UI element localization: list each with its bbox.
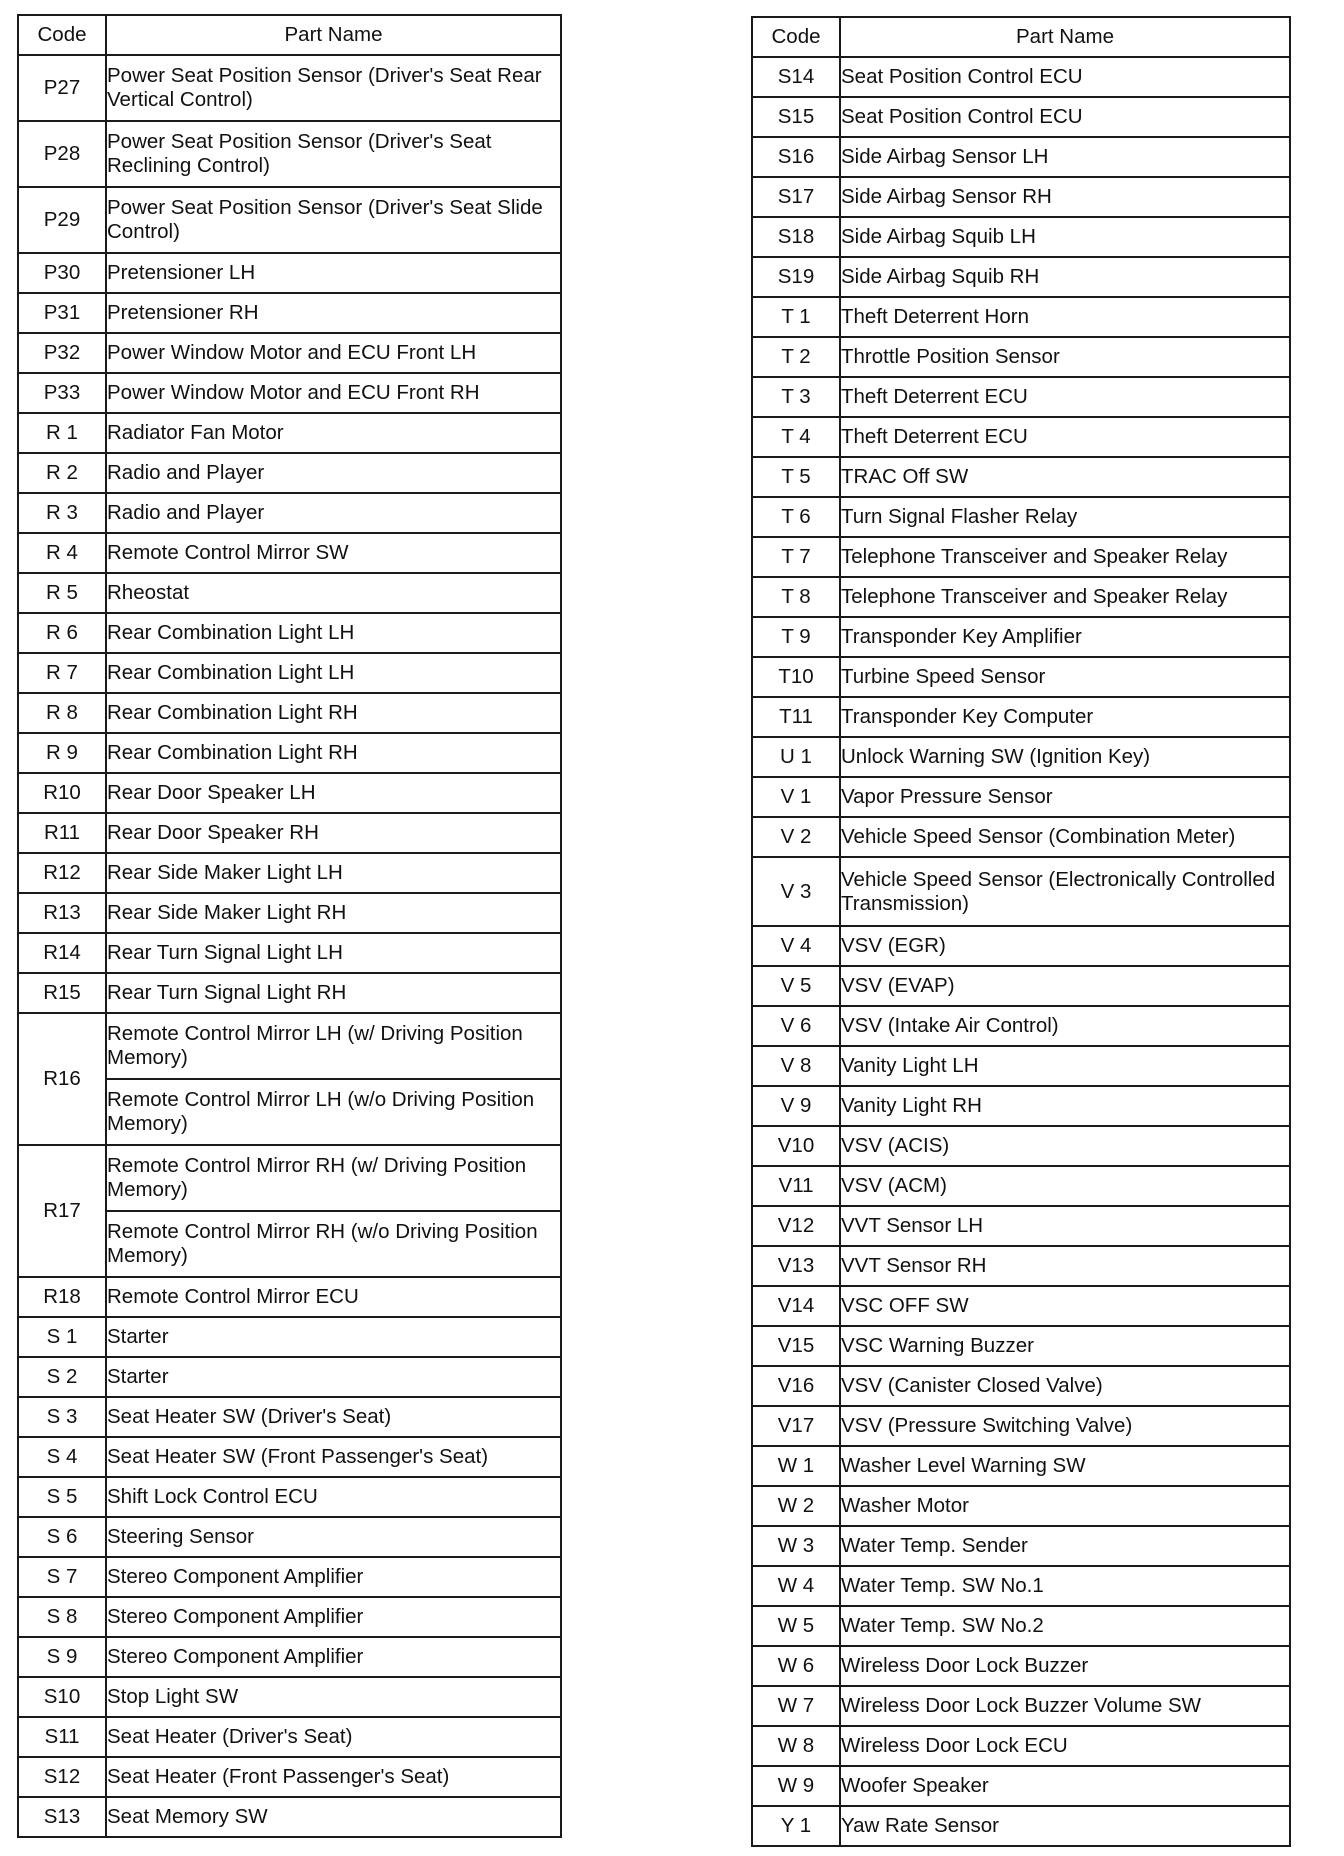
part-name-cell: Seat Position Control ECU [840, 97, 1290, 137]
part-name-cell: Side Airbag Squib RH [840, 257, 1290, 297]
part-name-cell: Washer Motor [840, 1486, 1290, 1526]
part-name-cell: Power Window Motor and ECU Front RH [106, 373, 561, 413]
code-cell: T 6 [752, 497, 840, 537]
code-cell: R 6 [18, 613, 106, 653]
table-row [752, 217, 1290, 257]
table-row [18, 1557, 561, 1597]
part-name-cell: Water Temp. SW No.1 [840, 1566, 1290, 1606]
part-name-cell: VSV (ACIS) [840, 1126, 1290, 1166]
table-row [18, 1757, 561, 1797]
part-name-cell: Water Temp. SW No.2 [840, 1606, 1290, 1646]
code-header: Code [18, 15, 106, 55]
code-cell: S10 [18, 1677, 106, 1717]
part-name-cell: Seat Memory SW [106, 1797, 561, 1837]
part-name-cell: VSC Warning Buzzer [840, 1326, 1290, 1366]
table-row [752, 1526, 1290, 1566]
code-cell: V15 [752, 1326, 840, 1366]
table-row [18, 933, 561, 973]
table-row [18, 1597, 561, 1637]
table-row [18, 253, 561, 293]
table-row [752, 697, 1290, 737]
part-name-cell: VSV (Intake Air Control) [840, 1006, 1290, 1046]
code-cell: T11 [752, 697, 840, 737]
table-row [752, 1286, 1290, 1326]
part-name-cell: VSC OFF SW [840, 1286, 1290, 1326]
table-row [18, 333, 561, 373]
table-row [752, 1766, 1290, 1806]
code-cell: W 3 [752, 1526, 840, 1566]
code-cell: S 4 [18, 1437, 106, 1477]
code-cell: S 3 [18, 1397, 106, 1437]
table-row [18, 973, 561, 1013]
part-name-cell: Stereo Component Amplifier [106, 1597, 561, 1637]
code-cell: W 9 [752, 1766, 840, 1806]
table-row [752, 377, 1290, 417]
code-cell: P28 [18, 121, 106, 187]
table-row [18, 733, 561, 773]
code-cell: P27 [18, 55, 106, 121]
table-row [752, 1206, 1290, 1246]
part-name-cell: Vapor Pressure Sensor [840, 777, 1290, 817]
code-cell: S13 [18, 1797, 106, 1837]
table-row [752, 1126, 1290, 1166]
table-row [18, 773, 561, 813]
code-cell: S 8 [18, 1597, 106, 1637]
part-name-cell: Rear Combination Light RH [106, 733, 561, 773]
part-name-header: Part Name [840, 17, 1290, 57]
code-cell: T 2 [752, 337, 840, 377]
code-cell: R15 [18, 973, 106, 1013]
part-name-cell: Seat Heater SW (Front Passenger's Seat) [106, 1437, 561, 1477]
code-cell: V12 [752, 1206, 840, 1246]
code-cell: V14 [752, 1286, 840, 1326]
table-row [18, 853, 561, 893]
code-cell: R 1 [18, 413, 106, 453]
code-cell: R10 [18, 773, 106, 813]
table-row [18, 613, 561, 653]
code-cell: W 6 [752, 1646, 840, 1686]
code-cell: V 3 [752, 857, 840, 926]
code-cell: T 1 [752, 297, 840, 337]
code-cell: R11 [18, 813, 106, 853]
table-row [752, 857, 1290, 926]
part-name-cell: TRAC Off SW [840, 457, 1290, 497]
table-row [752, 257, 1290, 297]
table-row [752, 1606, 1290, 1646]
part-name-cell: Rear Combination Light RH [106, 693, 561, 733]
code-cell: S 1 [18, 1317, 106, 1357]
code-cell: P33 [18, 373, 106, 413]
part-name-cell: Remote Control Mirror RH (w/o Driving Position Memory) [106, 1211, 561, 1277]
part-name-cell: Side Airbag Sensor RH [840, 177, 1290, 217]
code-cell: W 2 [752, 1486, 840, 1526]
part-name-cell: VSV (ACM) [840, 1166, 1290, 1206]
code-cell: R 5 [18, 573, 106, 613]
code-cell: S18 [752, 217, 840, 257]
table-row [18, 1477, 561, 1517]
table-row [752, 57, 1290, 97]
code-cell: T 8 [752, 577, 840, 617]
table-row [18, 1317, 561, 1357]
table-row [18, 121, 561, 187]
code-cell: R16 [18, 1013, 106, 1145]
table-row [18, 533, 561, 573]
part-name-cell: Seat Heater (Driver's Seat) [106, 1717, 561, 1757]
table-row [18, 1797, 561, 1837]
part-name-cell: Woofer Speaker [840, 1766, 1290, 1806]
left-parts-table [17, 14, 562, 1838]
code-cell: S17 [752, 177, 840, 217]
part-name-cell: VSV (EGR) [840, 926, 1290, 966]
code-cell: R 4 [18, 533, 106, 573]
part-name-cell: Vehicle Speed Sensor (Electronically Controlled Transmission) [840, 857, 1290, 926]
part-name-cell: Rear Side Maker Light RH [106, 893, 561, 933]
table-row [752, 926, 1290, 966]
part-name-cell: Starter [106, 1317, 561, 1357]
table-row [752, 1406, 1290, 1446]
part-name-cell: Shift Lock Control ECU [106, 1477, 561, 1517]
table-row [752, 737, 1290, 777]
code-cell: R 3 [18, 493, 106, 533]
table-row [18, 413, 561, 453]
code-cell: R 2 [18, 453, 106, 493]
table-row [18, 187, 561, 253]
part-name-cell: Water Temp. Sender [840, 1526, 1290, 1566]
part-name-cell: Telephone Transceiver and Speaker Relay [840, 537, 1290, 577]
code-cell: V 4 [752, 926, 840, 966]
part-name-cell: Stop Light SW [106, 1677, 561, 1717]
table-row [752, 1166, 1290, 1206]
table-row [752, 966, 1290, 1006]
part-name-cell: Power Window Motor and ECU Front LH [106, 333, 561, 373]
part-name-cell: Stereo Component Amplifier [106, 1637, 561, 1677]
table-row [752, 177, 1290, 217]
table-row [752, 457, 1290, 497]
table-row [752, 1486, 1290, 1526]
part-name-cell: Rear Door Speaker RH [106, 813, 561, 853]
part-name-cell: Radiator Fan Motor [106, 413, 561, 453]
code-cell: R14 [18, 933, 106, 973]
table-row [18, 693, 561, 733]
code-header: Code [752, 17, 840, 57]
part-name-cell: Remote Control Mirror LH (w/ Driving Position Memory) [106, 1013, 561, 1079]
part-name-cell: Vehicle Speed Sensor (Combination Meter) [840, 817, 1290, 857]
part-name-cell: Turbine Speed Sensor [840, 657, 1290, 697]
table-row [18, 1717, 561, 1757]
table-row [18, 55, 561, 121]
code-cell: S19 [752, 257, 840, 297]
code-cell: T10 [752, 657, 840, 697]
code-cell: U 1 [752, 737, 840, 777]
part-name-cell: Wireless Door Lock Buzzer [840, 1646, 1290, 1686]
code-cell: S 7 [18, 1557, 106, 1597]
part-name-cell: Seat Heater SW (Driver's Seat) [106, 1397, 561, 1437]
table-row [752, 337, 1290, 377]
part-name-cell: Remote Control Mirror RH (w/ Driving Position Memory) [106, 1145, 561, 1211]
part-name-cell: Starter [106, 1357, 561, 1397]
part-name-cell: Radio and Player [106, 453, 561, 493]
part-name-cell: Turn Signal Flasher Relay [840, 497, 1290, 537]
table-row [18, 1357, 561, 1397]
code-cell: S15 [752, 97, 840, 137]
code-cell: R18 [18, 1277, 106, 1317]
table-row [18, 373, 561, 413]
code-cell: T 4 [752, 417, 840, 457]
part-name-cell: Stereo Component Amplifier [106, 1557, 561, 1597]
part-name-cell: Wireless Door Lock Buzzer Volume SW [840, 1686, 1290, 1726]
part-name-cell: Rear Door Speaker LH [106, 773, 561, 813]
table-row [752, 537, 1290, 577]
code-cell: S11 [18, 1717, 106, 1757]
part-name-cell: VSV (Pressure Switching Valve) [840, 1406, 1290, 1446]
code-cell: S 6 [18, 1517, 106, 1557]
table-row [752, 1646, 1290, 1686]
code-cell: S12 [18, 1757, 106, 1797]
part-name-cell: Rear Side Maker Light LH [106, 853, 561, 893]
table-row [752, 777, 1290, 817]
header-row [18, 15, 561, 55]
table-row [18, 1397, 561, 1437]
code-cell: R 8 [18, 693, 106, 733]
part-name-cell: Rheostat [106, 573, 561, 613]
table-row [18, 493, 561, 533]
code-cell: S 2 [18, 1357, 106, 1397]
code-cell: S 5 [18, 1477, 106, 1517]
table-row [18, 1013, 561, 1079]
part-name-cell: Remote Control Mirror SW [106, 533, 561, 573]
table-row [752, 497, 1290, 537]
part-name-cell: VSV (Canister Closed Valve) [840, 1366, 1290, 1406]
table-row [18, 1677, 561, 1717]
part-name-cell: Power Seat Position Sensor (Driver's Seat Slide Control) [106, 187, 561, 253]
part-name-header: Part Name [106, 15, 561, 55]
part-name-cell: Steering Sensor [106, 1517, 561, 1557]
code-cell: V17 [752, 1406, 840, 1446]
table-row [18, 653, 561, 693]
code-cell: V13 [752, 1246, 840, 1286]
table-row [752, 297, 1290, 337]
table-row [18, 813, 561, 853]
code-cell: V 1 [752, 777, 840, 817]
code-cell: P32 [18, 333, 106, 373]
table-row [18, 1145, 561, 1211]
table-row [752, 417, 1290, 457]
part-name-cell: Radio and Player [106, 493, 561, 533]
code-cell: V16 [752, 1366, 840, 1406]
table-row [752, 817, 1290, 857]
table-row [752, 1366, 1290, 1406]
part-name-cell: Vanity Light LH [840, 1046, 1290, 1086]
code-cell: W 5 [752, 1606, 840, 1646]
code-cell: V 9 [752, 1086, 840, 1126]
part-name-cell: Unlock Warning SW (Ignition Key) [840, 737, 1290, 777]
part-name-cell: Pretensioner RH [106, 293, 561, 333]
code-cell: S14 [752, 57, 840, 97]
table-row [18, 893, 561, 933]
part-name-cell: Transponder Key Computer [840, 697, 1290, 737]
code-cell: R13 [18, 893, 106, 933]
code-cell: V 5 [752, 966, 840, 1006]
part-name-cell: Telephone Transceiver and Speaker Relay [840, 577, 1290, 617]
part-name-cell: Theft Deterrent Horn [840, 297, 1290, 337]
code-cell: T 7 [752, 537, 840, 577]
table-row [752, 1006, 1290, 1046]
table-row [18, 293, 561, 333]
code-cell: R 9 [18, 733, 106, 773]
part-name-cell: Vanity Light RH [840, 1086, 1290, 1126]
table-row [18, 1517, 561, 1557]
table-row [752, 1686, 1290, 1726]
table-row [752, 657, 1290, 697]
right-parts-table [751, 16, 1291, 1847]
code-cell: S 9 [18, 1637, 106, 1677]
code-cell: W 1 [752, 1446, 840, 1486]
table-row [18, 573, 561, 613]
table-row [18, 453, 561, 493]
table-row [752, 1566, 1290, 1606]
part-name-cell: Throttle Position Sensor [840, 337, 1290, 377]
part-name-cell: Rear Combination Light LH [106, 613, 561, 653]
part-name-cell: Side Airbag Sensor LH [840, 137, 1290, 177]
code-cell: V10 [752, 1126, 840, 1166]
part-name-cell: VVT Sensor RH [840, 1246, 1290, 1286]
part-name-cell: Power Seat Position Sensor (Driver's Seat Reclining Control) [106, 121, 561, 187]
code-cell: T 9 [752, 617, 840, 657]
table-row [752, 617, 1290, 657]
part-name-cell: Remote Control Mirror ECU [106, 1277, 561, 1317]
part-name-cell: Theft Deterrent ECU [840, 377, 1290, 417]
code-cell: W 7 [752, 1686, 840, 1726]
part-name-cell: VVT Sensor LH [840, 1206, 1290, 1246]
code-cell: S16 [752, 137, 840, 177]
part-name-cell: VSV (EVAP) [840, 966, 1290, 1006]
part-name-cell: Seat Position Control ECU [840, 57, 1290, 97]
code-cell: W 4 [752, 1566, 840, 1606]
code-cell: V 8 [752, 1046, 840, 1086]
table-row [752, 1246, 1290, 1286]
part-name-cell: Washer Level Warning SW [840, 1446, 1290, 1486]
table-row [18, 1277, 561, 1317]
code-cell: R12 [18, 853, 106, 893]
code-cell: V11 [752, 1166, 840, 1206]
code-cell: T 5 [752, 457, 840, 497]
part-name-cell: Wireless Door Lock ECU [840, 1726, 1290, 1766]
table-row [752, 1086, 1290, 1126]
part-name-cell: Remote Control Mirror LH (w/o Driving Position Memory) [106, 1079, 561, 1145]
table-row [18, 1437, 561, 1477]
code-cell: R17 [18, 1145, 106, 1277]
code-cell: P30 [18, 253, 106, 293]
part-name-cell: Seat Heater (Front Passenger's Seat) [106, 1757, 561, 1797]
part-name-cell: Rear Turn Signal Light LH [106, 933, 561, 973]
part-name-cell: Theft Deterrent ECU [840, 417, 1290, 457]
table-row [752, 137, 1290, 177]
code-cell: V 2 [752, 817, 840, 857]
part-name-cell: Rear Combination Light LH [106, 653, 561, 693]
table-row [752, 1726, 1290, 1766]
table-row [752, 577, 1290, 617]
part-name-cell: Side Airbag Squib LH [840, 217, 1290, 257]
part-name-cell: Yaw Rate Sensor [840, 1806, 1290, 1846]
table-row [752, 1326, 1290, 1366]
part-name-cell: Rear Turn Signal Light RH [106, 973, 561, 1013]
table-row [752, 97, 1290, 137]
code-cell: T 3 [752, 377, 840, 417]
code-cell: Y 1 [752, 1806, 840, 1846]
table-row [752, 1806, 1290, 1846]
code-cell: P29 [18, 187, 106, 253]
part-name-cell: Transponder Key Amplifier [840, 617, 1290, 657]
code-cell: W 8 [752, 1726, 840, 1766]
code-cell: P31 [18, 293, 106, 333]
header-row [752, 17, 1290, 57]
table-row [18, 1637, 561, 1677]
table-row [752, 1046, 1290, 1086]
part-name-cell: Pretensioner LH [106, 253, 561, 293]
code-cell: R 7 [18, 653, 106, 693]
table-row [752, 1446, 1290, 1486]
part-name-cell: Power Seat Position Sensor (Driver's Seat Rear Vertical Control) [106, 55, 561, 121]
code-cell: V 6 [752, 1006, 840, 1046]
